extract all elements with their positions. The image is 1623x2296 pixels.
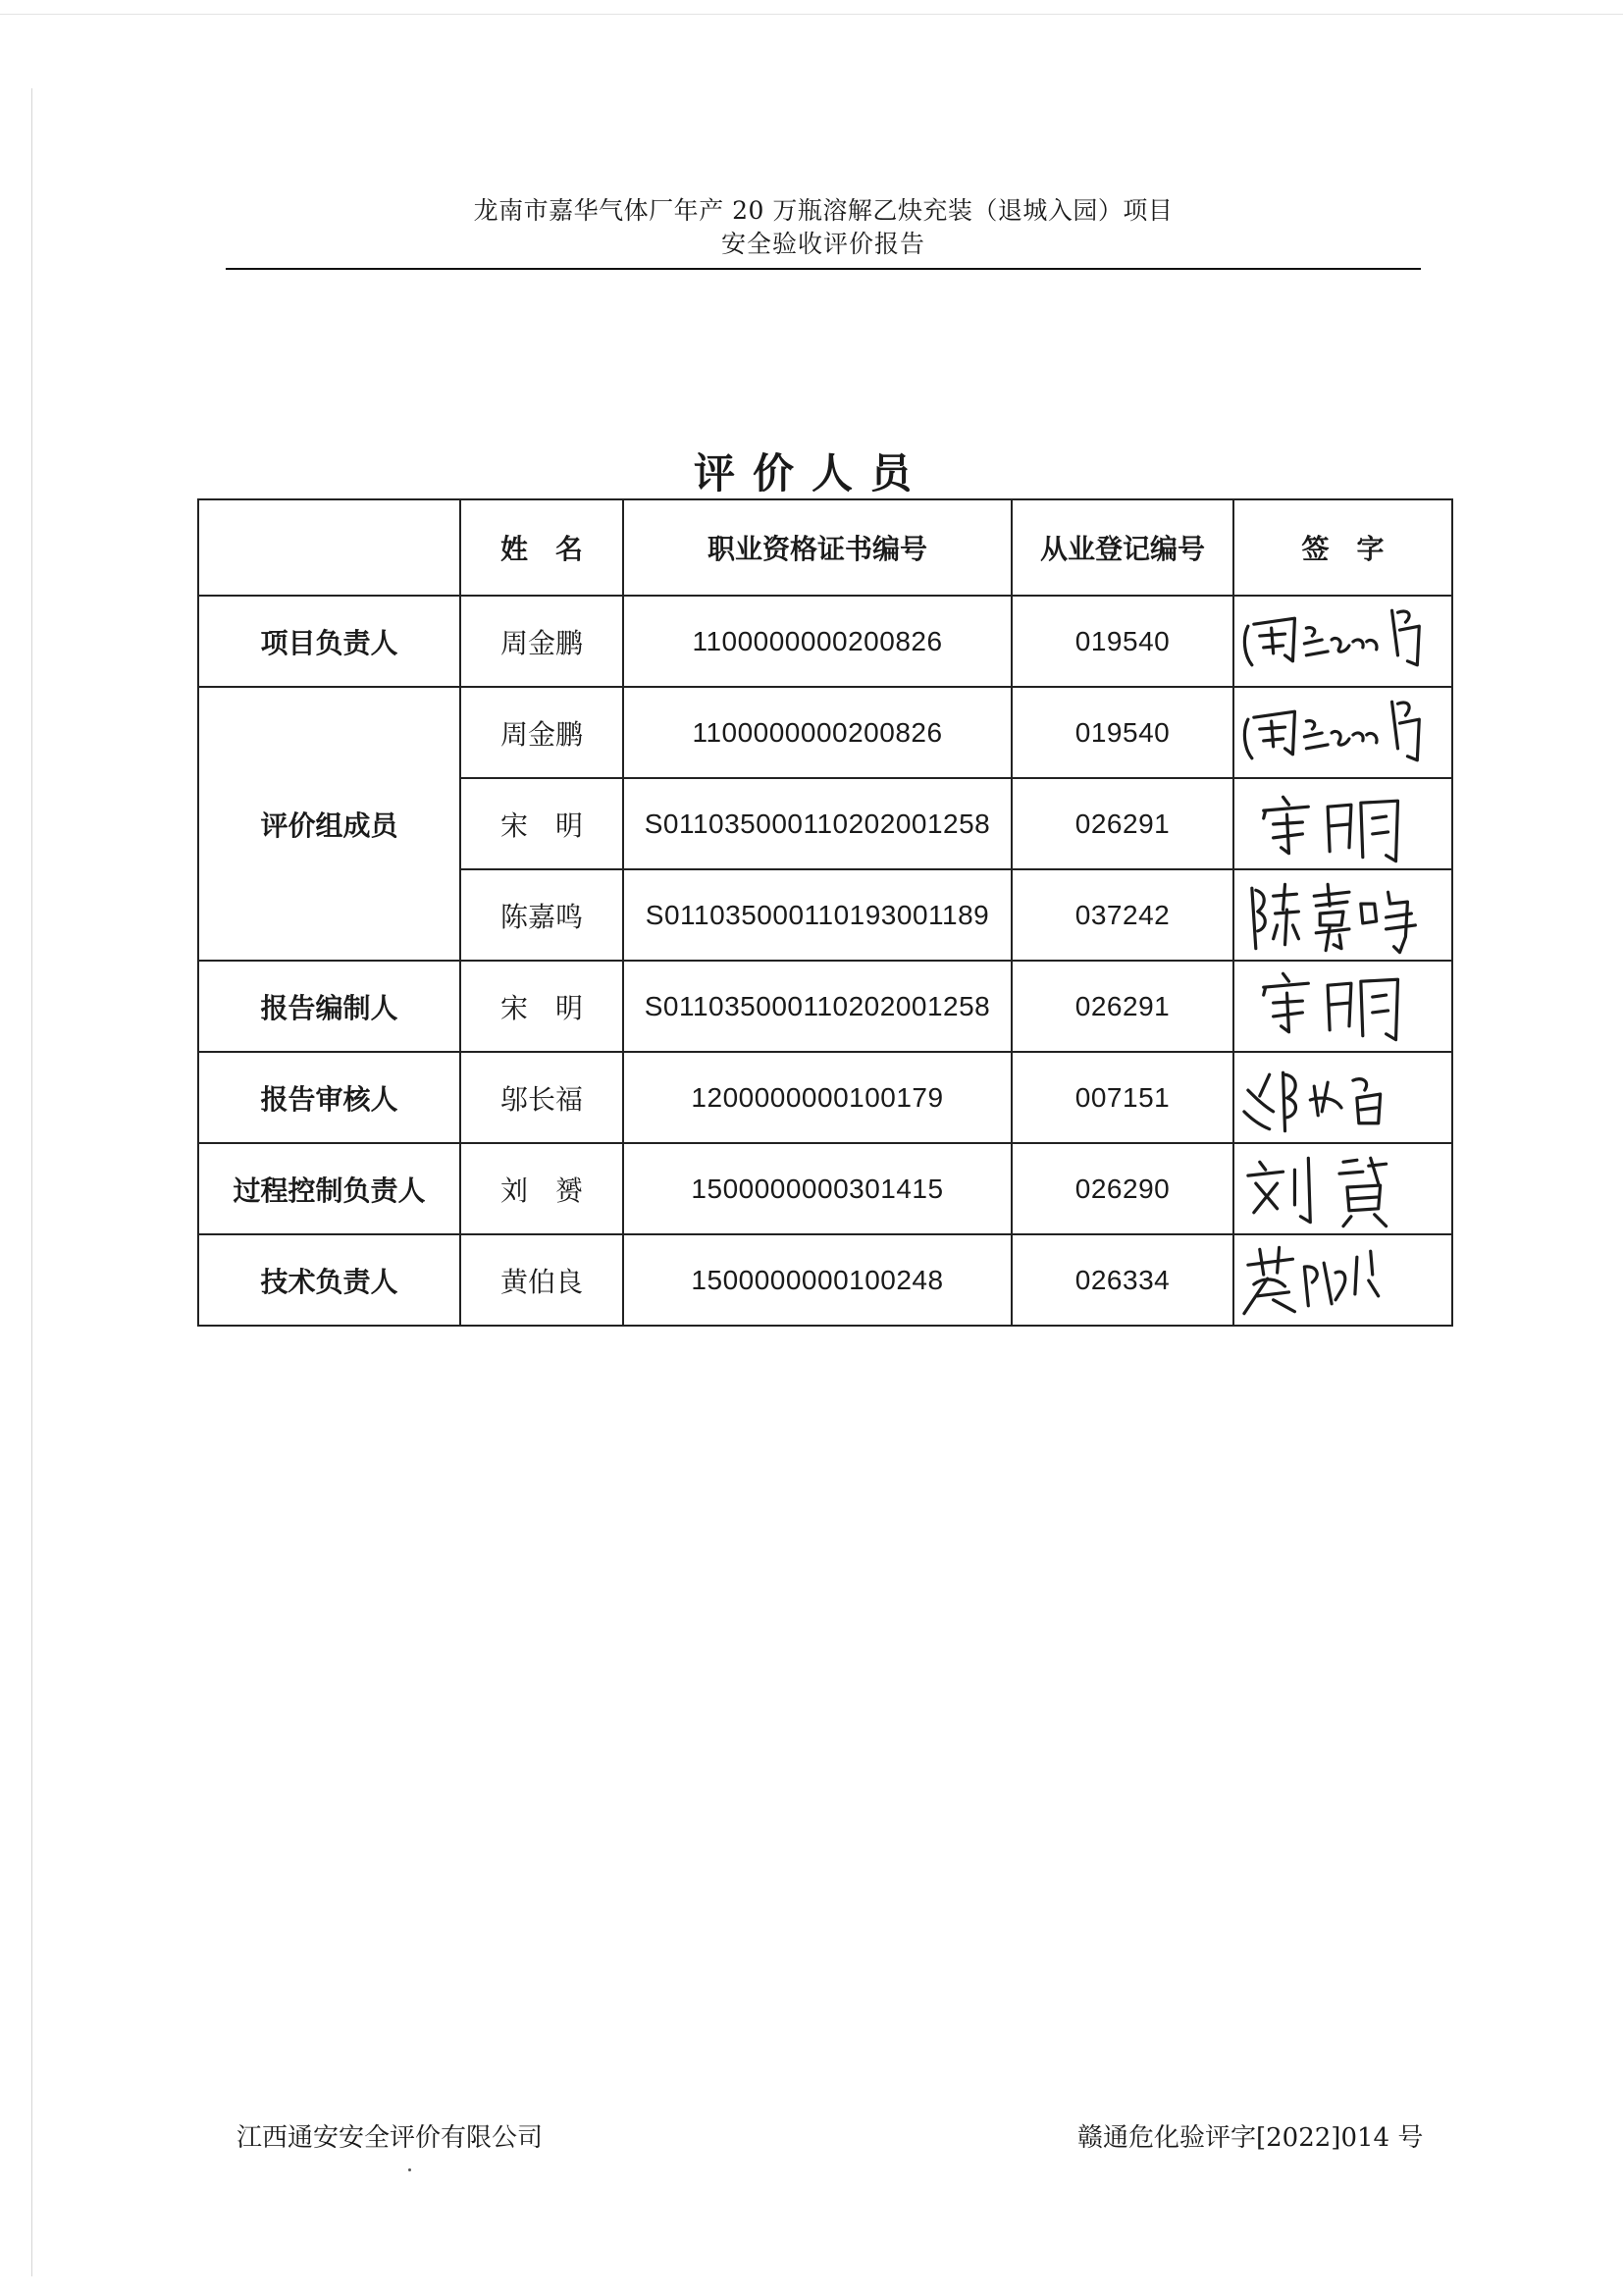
reg-cell: 037242: [1012, 869, 1233, 961]
name-cell: 宋 明: [460, 778, 623, 869]
table-row: [198, 961, 1452, 1052]
table-row: [198, 1234, 1452, 1326]
header-role: [198, 499, 460, 596]
signature-song-ming: [1233, 778, 1452, 869]
table-row: [198, 596, 1452, 687]
table-row: [198, 1143, 1452, 1234]
name-cell: 周金鹏: [460, 687, 623, 778]
evaluator-table: [197, 498, 1453, 1327]
signature-image: [1234, 962, 1451, 1051]
footer-doc-number: 赣通危化验评字[2022]014 号: [1077, 2123, 1424, 2153]
reg-cell: 026291: [1012, 961, 1233, 1052]
signature-image: [1234, 1053, 1451, 1142]
signature-zhou-jinpeng: [1233, 596, 1452, 687]
reg-cell: 026334: [1012, 1234, 1233, 1326]
header-cert: 职业资格证书编号: [623, 499, 1012, 596]
footer-company: 江西通安安全评价有限公司: [236, 2123, 544, 2153]
cert-cell: S011035000110193001189: [623, 869, 1012, 961]
signature-image: [1234, 688, 1451, 777]
reg-cell: 007151: [1012, 1052, 1233, 1143]
role-cell: 评价组成员: [198, 687, 460, 961]
table-row: [198, 687, 1452, 778]
scan-edge-left: [31, 88, 32, 2276]
header-divider: [226, 268, 1421, 270]
cert-cell: 1500000000301415: [623, 1143, 1012, 1234]
cert-cell: 1100000000200826: [623, 596, 1012, 687]
role-cell: 报告审核人: [198, 1052, 460, 1143]
name-cell: 刘 赟: [460, 1143, 623, 1234]
header-report-title: 安全验收评价报告: [720, 230, 925, 258]
table-row: [198, 1052, 1452, 1143]
signature-chen-jiaming: [1233, 869, 1452, 961]
reg-cell: 026290: [1012, 1143, 1233, 1234]
report-header: [226, 194, 1421, 261]
cert-cell: S011035000110202001258: [623, 778, 1012, 869]
header-signature: 签 字: [1233, 499, 1452, 596]
signature-zhou-jinpeng: [1233, 687, 1452, 778]
scan-edge-top: [0, 14, 1623, 15]
signature-image: [1234, 779, 1451, 868]
table-title: 评价人员: [693, 449, 929, 497]
signature-song-ming: [1233, 961, 1452, 1052]
reg-cell: 026291: [1012, 778, 1233, 869]
signature-image: [1234, 1235, 1451, 1325]
header-name: 姓 名: [460, 499, 623, 596]
name-cell: 宋 明: [460, 961, 623, 1052]
cert-cell: 1100000000200826: [623, 687, 1012, 778]
role-cell: 过程控制负责人: [198, 1143, 460, 1234]
header-reg: 从业登记编号: [1012, 499, 1233, 596]
cert-cell: 1500000000100248: [623, 1234, 1012, 1326]
table-header-row: [198, 499, 1452, 596]
signature-image: [1234, 870, 1451, 960]
signature-wu-changfu: [1233, 1052, 1452, 1143]
role-cell: 技术负责人: [198, 1234, 460, 1326]
role-cell: 项目负责人: [198, 596, 460, 687]
name-cell: 邬长福: [460, 1052, 623, 1143]
signature-image: [1234, 597, 1451, 686]
reg-cell: 019540: [1012, 596, 1233, 687]
reg-cell: 019540: [1012, 687, 1233, 778]
signature-image: [1234, 1144, 1451, 1233]
cert-cell: S011035000110202001258: [623, 961, 1012, 1052]
role-cell: 报告编制人: [198, 961, 460, 1052]
name-cell: 黄伯良: [460, 1234, 623, 1326]
header-project-title: 龙南市嘉华气体厂年产 20 万瓶溶解乙炔充装（退城入园）项目: [473, 196, 1174, 225]
signature-huang-boliang: [1233, 1234, 1452, 1326]
signature-liu-yun: [1233, 1143, 1452, 1234]
name-cell: 周金鹏: [460, 596, 623, 687]
scan-speck: [408, 2168, 411, 2171]
name-cell: 陈嘉鸣: [460, 869, 623, 961]
cert-cell: 1200000000100179: [623, 1052, 1012, 1143]
